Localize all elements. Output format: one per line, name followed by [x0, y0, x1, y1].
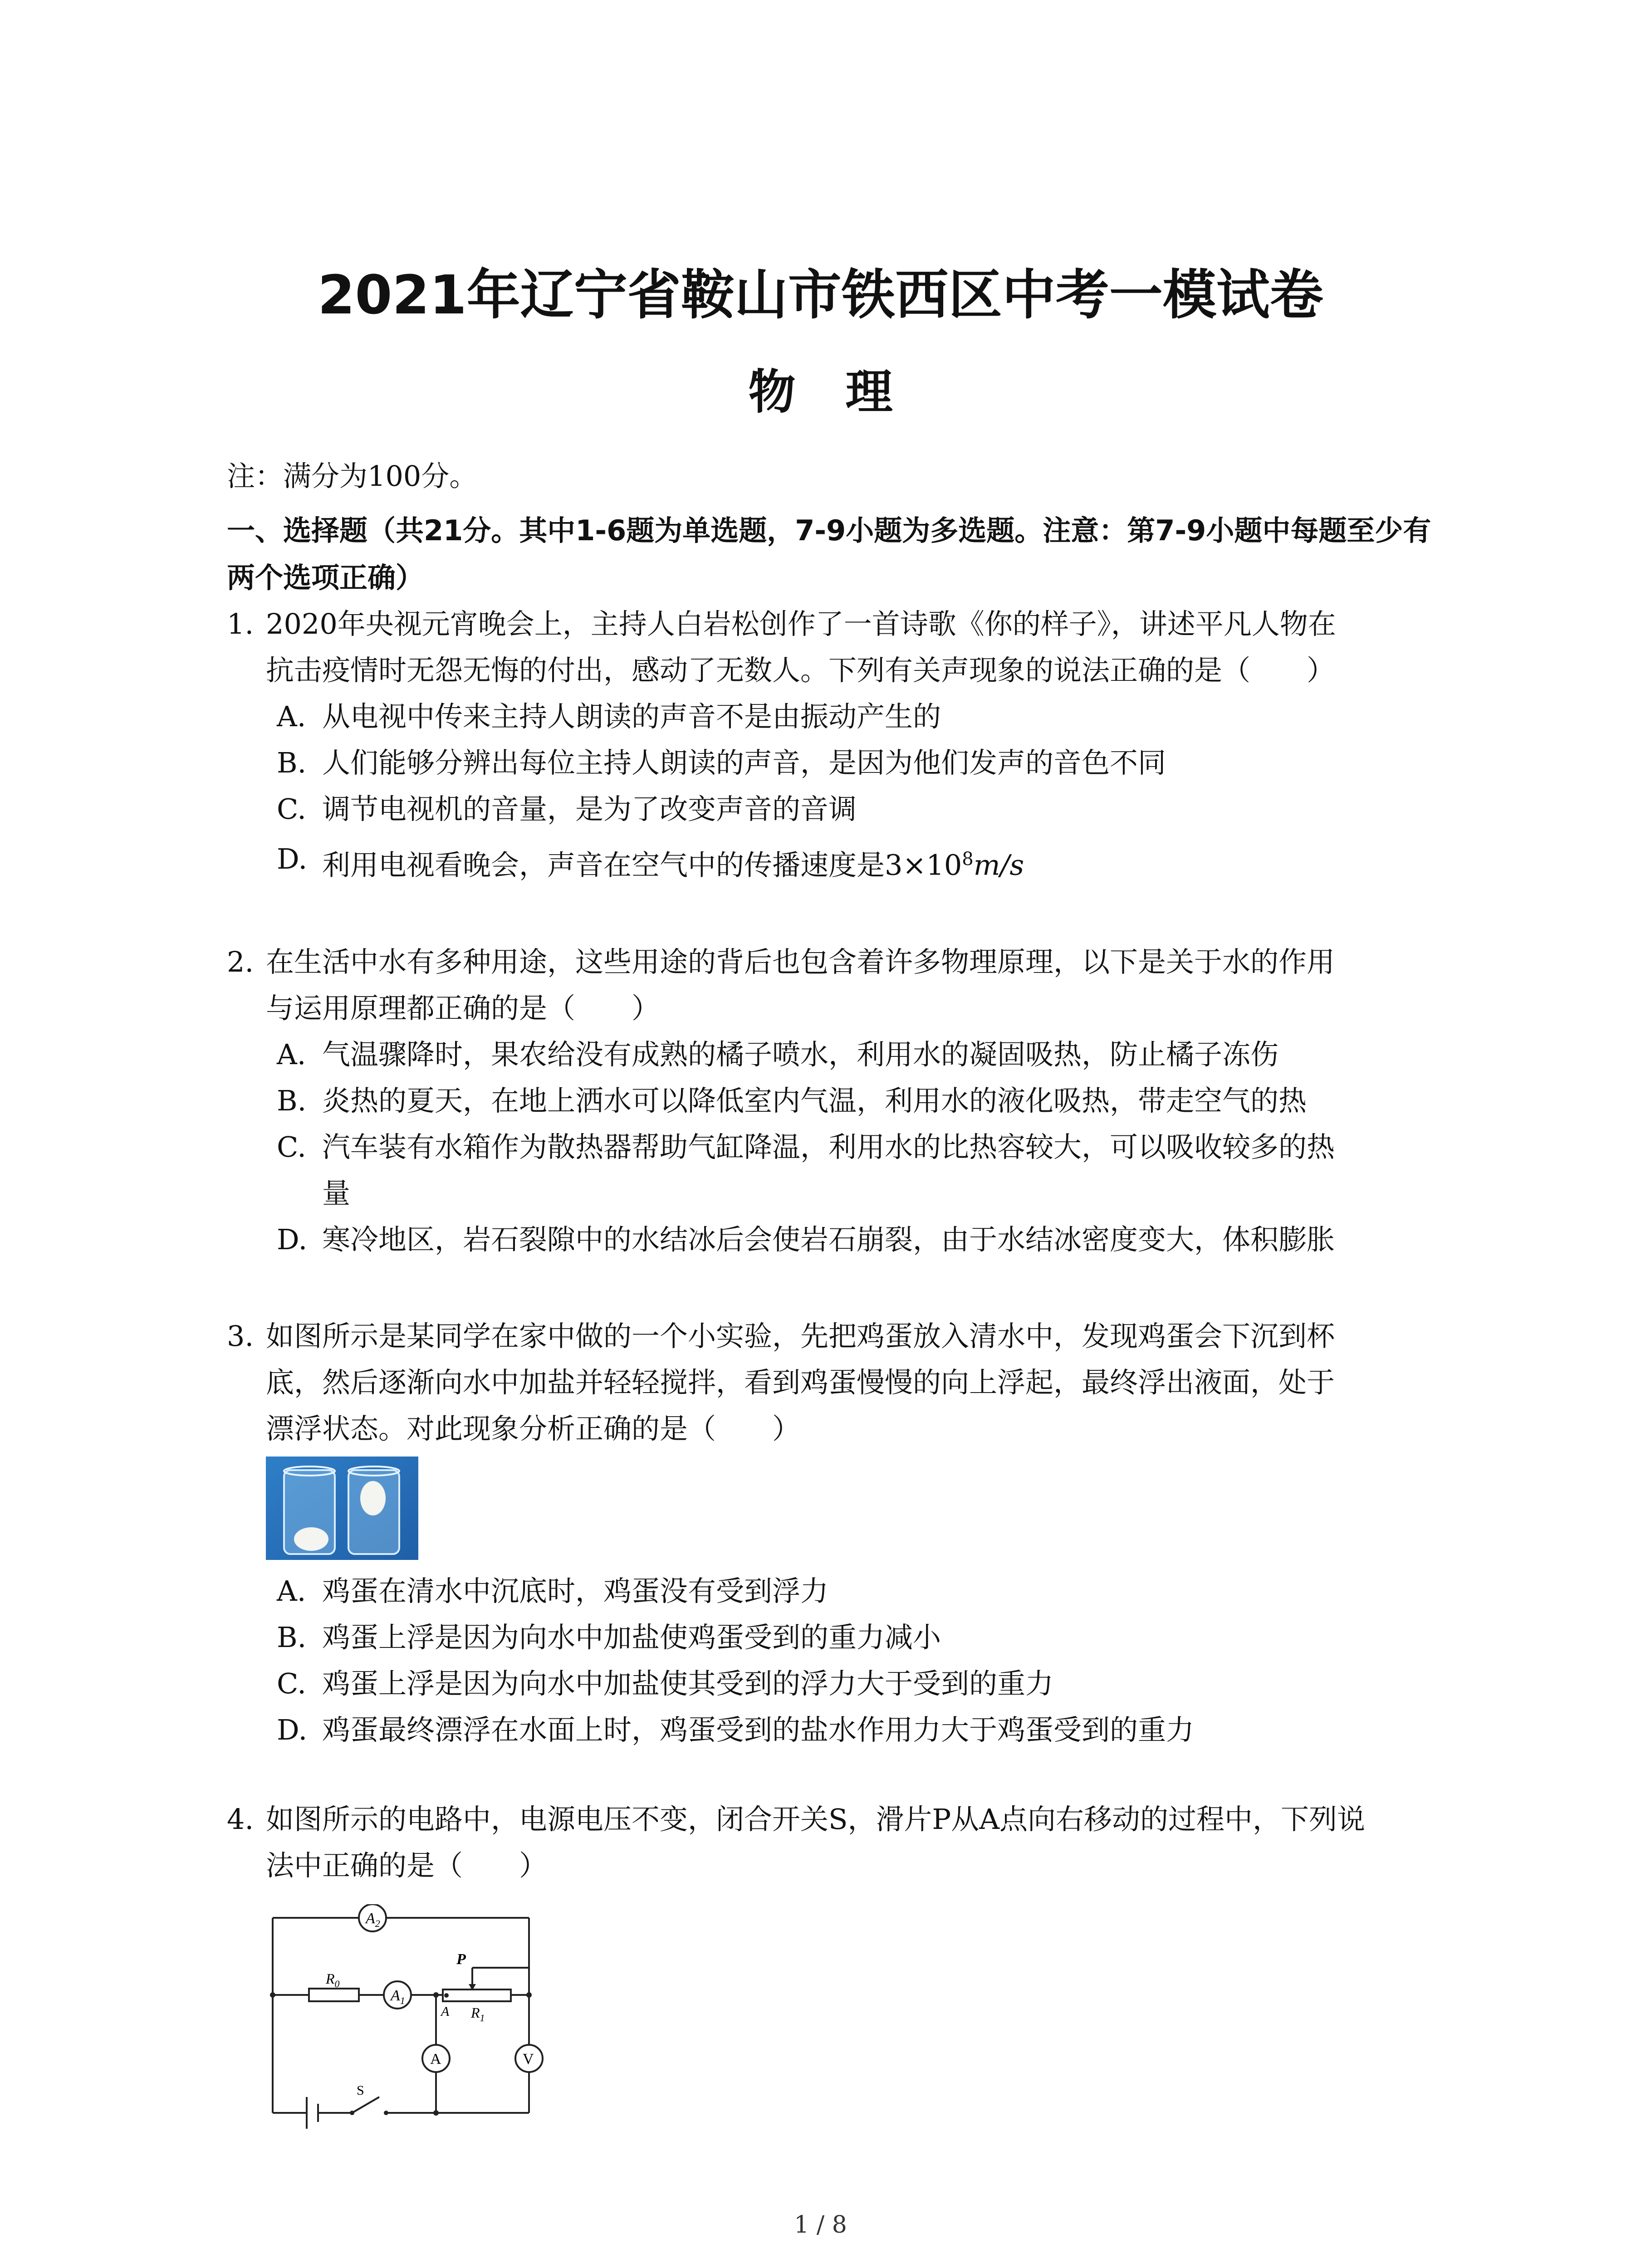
option-text: 从电视中传来主持人朗读的声音不是由振动产生的: [322, 700, 941, 733]
egg-glasses-image: [266, 1457, 418, 1560]
label-switch: S: [357, 2083, 364, 2098]
label-a2: $A_2$: [366, 1910, 380, 1929]
option-text: 鸡蛋在清水中沉底时，鸡蛋没有受到浮力: [322, 1574, 829, 1608]
page-number: 1 / 8: [794, 2211, 847, 2239]
label-a1: $A_1$: [391, 1987, 405, 2006]
option-text: 炎热的夏天，在地上洒水可以降低室内气温，利用水的液化吸热，带走空气的热: [322, 1084, 1307, 1117]
question-stem: [227, 1796, 1461, 1889]
option-letter: A.: [277, 1574, 306, 1608]
stem-line: 抗击疫情时无怨无悔的付出，感动了无数人。下列有关声现象的说法正确的是（ ）: [266, 654, 1335, 687]
options-list: [227, 1568, 1461, 1753]
option-d[interactable]: [277, 1217, 1461, 1263]
rheostat-r1-symbol: [443, 1989, 511, 2001]
circuit-diagram: [266, 1904, 547, 2131]
option-text: 寒冷地区，岩石裂隙中的水结冰后会使岩石崩裂，由于水结冰密度变大，体积膨胀: [322, 1223, 1335, 1256]
stem-line: 底，然后逐渐向水中加盐并轻轻搅拌，看到鸡蛋慢慢的向上浮起，最终浮出液面，处于: [266, 1366, 1335, 1399]
question-number: 4.: [227, 1803, 254, 1836]
option-letter: B.: [277, 1621, 307, 1654]
option-c[interactable]: [277, 786, 1461, 832]
question-1: [227, 601, 1461, 889]
question-2: [227, 939, 1461, 1263]
option-text: 利用电视看晚会，声音在空气中的传播速度是3×10: [322, 848, 962, 882]
option-a[interactable]: [277, 1031, 1461, 1078]
label-voltmeter: V: [523, 2051, 534, 2068]
option-text: 鸡蛋上浮是因为向水中加盐使鸡蛋受到的重力减小: [322, 1621, 941, 1654]
unit: m/s: [973, 848, 1024, 882]
option-a[interactable]: [277, 694, 1461, 740]
label-r1: $R_1$: [471, 2004, 485, 2024]
option-b[interactable]: [277, 1614, 1461, 1661]
label-r0: $R_0$: [326, 1970, 340, 1989]
score-note: 注：满分为100分。: [227, 459, 478, 493]
option-b[interactable]: [277, 1078, 1461, 1124]
option-letter: C.: [277, 792, 306, 826]
option-letter: B.: [277, 746, 307, 779]
stem-line: 如图所示是某同学在家中做的一个小实验，先把鸡蛋放入清水中，发现鸡蛋会下沉到杯: [266, 1320, 1335, 1353]
question-number: 2.: [227, 945, 254, 978]
circuit-svg: [266, 1904, 547, 2131]
options-list: [227, 1031, 1461, 1263]
question-number: 1.: [227, 607, 254, 640]
option-d[interactable]: [277, 1707, 1461, 1753]
section-heading: 一、选择题（共21分。其中1-6题为单选题，7-9小题为多选题。注意：第7-9小题中每题至少有两个选项正确）: [227, 514, 1431, 594]
option-text: 鸡蛋最终漂浮在水面上时，鸡蛋受到的盐水作用力大于鸡蛋受到的重力: [322, 1713, 1195, 1746]
option-text: 鸡蛋上浮是因为向水中加盐使其受到的浮力大于受到的重力: [322, 1667, 1054, 1700]
option-text: 气温骤降时，果农给没有成熟的橘子喷水，利用水的凝固吸热，防止橘子冻伤: [322, 1038, 1279, 1071]
option-text: 调节电视机的音量，是为了改变声音的音调: [322, 792, 857, 826]
question-4: [227, 1796, 1461, 2131]
exam-title: 2021年辽宁省鞍山市铁西区中考一模试卷: [318, 264, 1323, 326]
question-stem: [227, 939, 1461, 1031]
egg-experiment-photo: [266, 1457, 418, 1560]
option-letter: D.: [277, 1223, 308, 1256]
question-stem: [227, 601, 1461, 694]
stem-line: 2020年央视元宵晚会上，主持人白岩松创作了一首诗歌《你的样子》，讲述平凡人物在: [266, 607, 1336, 640]
option-letter: A.: [277, 700, 306, 733]
question-3: [227, 1313, 1461, 1753]
option-letter: C.: [277, 1130, 306, 1163]
stem-line: 漂浮状态。对此现象分析正确的是（ ）: [266, 1412, 801, 1445]
stem-line: 在生活中水有多种用途，这些用途的背后也包含着许多物理原理，以下是关于水的作用: [266, 945, 1335, 978]
option-a[interactable]: [277, 1568, 1461, 1614]
option-text: 汽车装有水箱作为散热器帮助气缸降温，利用水的比热容较大，可以吸收较多的热: [322, 1130, 1335, 1163]
label-p: P: [456, 1951, 466, 1968]
resistor-r0-symbol: [309, 1989, 359, 2001]
option-letter: D.: [277, 842, 308, 875]
stem-line: 如图所示的电路中，电源电压不变，闭合开关S，滑片P从A点向右移动的过程中，下列说: [266, 1803, 1365, 1836]
option-b[interactable]: [277, 740, 1461, 786]
option-text-continued: 量: [322, 1177, 351, 1210]
exponent: 8: [962, 849, 974, 870]
subject-title: 物理: [748, 364, 943, 420]
option-d[interactable]: [277, 836, 1461, 889]
option-letter: A.: [277, 1038, 306, 1071]
label-ammeter: A: [430, 2051, 441, 2068]
question-number: 3.: [227, 1320, 254, 1353]
options-list: [227, 694, 1461, 889]
option-letter: D.: [277, 1713, 308, 1746]
option-letter: C.: [277, 1667, 306, 1700]
question-stem: [227, 1313, 1461, 1452]
stem-line: 法中正确的是（ ）: [266, 1849, 548, 1882]
option-c[interactable]: [277, 1124, 1461, 1217]
stem-line: 与运用原理都正确的是（ ）: [266, 992, 660, 1025]
option-letter: B.: [277, 1084, 307, 1117]
label-point-a: A: [441, 2004, 450, 2019]
option-c[interactable]: [277, 1661, 1461, 1707]
option-text: 人们能够分辨出每位主持人朗读的声音，是因为他们发声的音色不同: [322, 746, 1166, 779]
